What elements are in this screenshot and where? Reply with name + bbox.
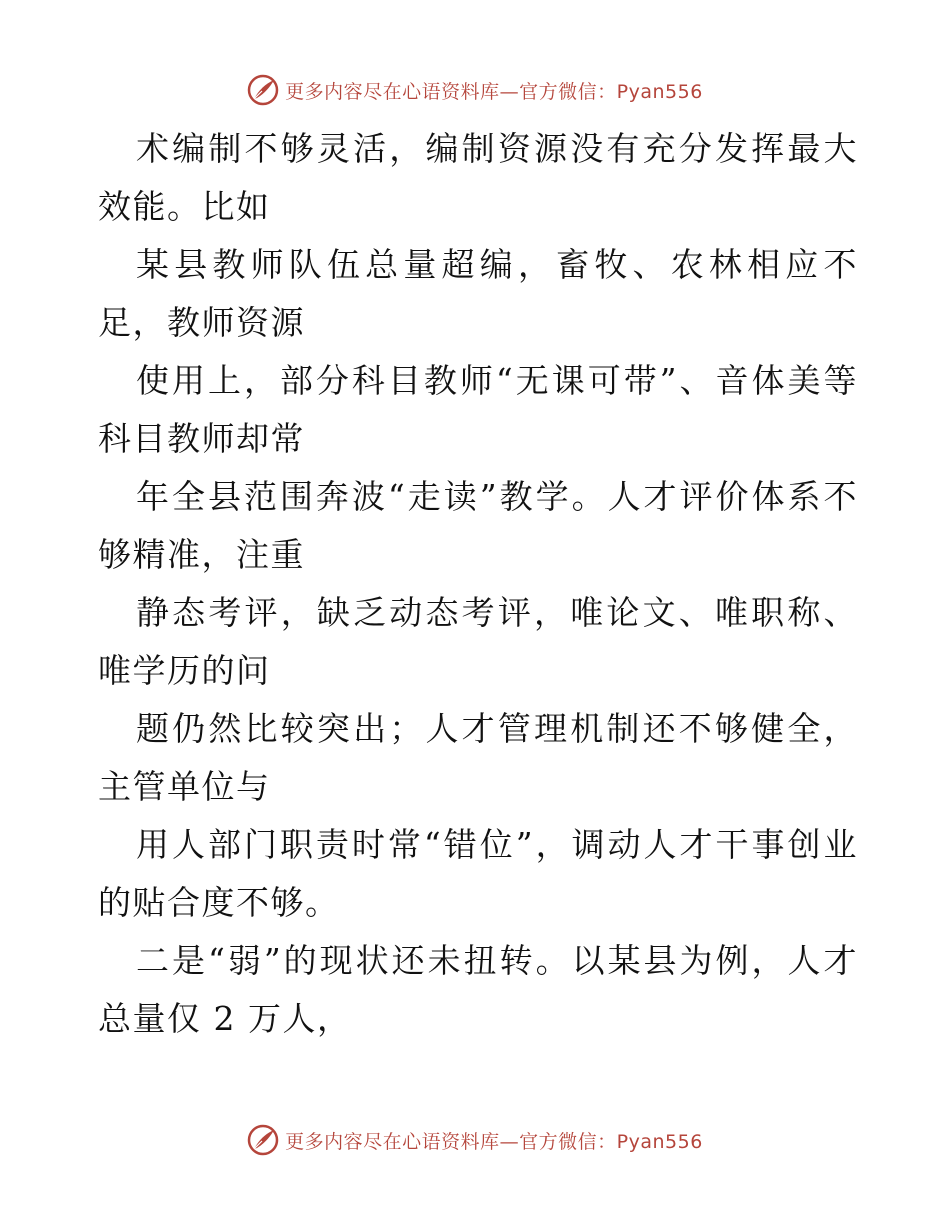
watermark-text — [285, 1127, 703, 1154]
header-watermark — [0, 70, 950, 110]
paragraph: 二是“弱”的现状还未扭转。以某县为例，人才总量仅 2 万人， — [98, 941, 858, 1038]
paragraph: 静态考评，缺乏动态考评，唯论文、唯职称、唯学历的问 — [98, 593, 858, 690]
watermark-site-text: 更多内容尽在心语资料库—官方微信： — [285, 80, 617, 103]
footer-watermark — [0, 1120, 950, 1160]
paragraph: 题仍然比较突出；人才管理机制还不够健全，主管单位与 — [98, 709, 858, 806]
paragraph: 用人部门职责时常“错位”，调动人才干事创业的贴合度不够。 — [98, 825, 858, 922]
paragraph: 术编制不够灵活，编制资源没有充分发挥最大效能。比如 — [98, 129, 858, 226]
watermark-wechat-id: Pyan556 — [616, 1130, 703, 1153]
feather-pen-logo-icon — [247, 1124, 279, 1156]
watermark-wechat-id: Pyan556 — [616, 80, 703, 103]
paragraph: 某县教师队伍总量超编，畜牧、农林相应不足，教师资源 — [98, 245, 858, 342]
feather-pen-logo-icon — [247, 74, 279, 106]
watermark-site-text: 更多内容尽在心语资料库—官方微信： — [285, 1130, 617, 1153]
paragraph: 年全县范围奔波“走读”教学。人才评价体系不够精准，注重 — [98, 477, 858, 574]
document-body — [98, 120, 858, 1048]
watermark-text — [285, 77, 703, 104]
paragraph: 使用上，部分科目教师“无课可带”、音体美等科目教师却常 — [98, 361, 858, 458]
